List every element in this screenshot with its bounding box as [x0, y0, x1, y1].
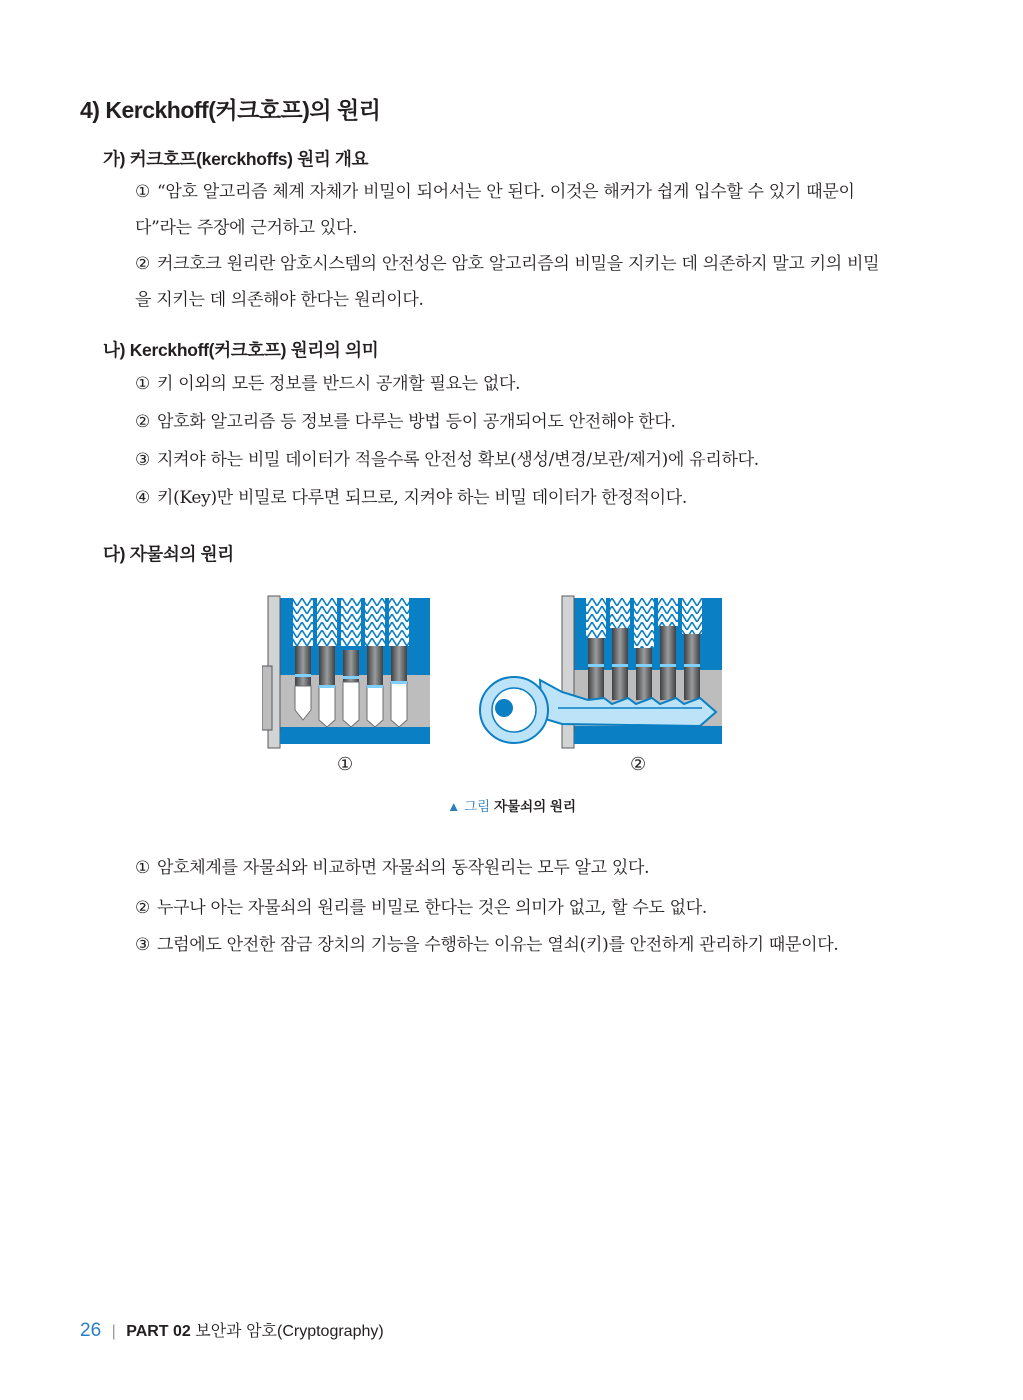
list-item	[135, 246, 895, 318]
list-item	[135, 480, 895, 516]
list-item	[135, 890, 895, 926]
list-item	[135, 366, 895, 402]
figure-caption	[0, 795, 1023, 815]
list-item	[135, 174, 895, 246]
caption-triangle-icon: ▲	[447, 799, 461, 814]
subsection-title-overview: 가) 커크호프(kerckhoffs) 원리 개요	[103, 149, 369, 169]
list-item	[135, 404, 895, 440]
list-item	[135, 442, 895, 478]
item-number: ③	[135, 450, 150, 470]
item-text: 지켜야 하는 비밀 데이터가 적을수록 안전성 확보(생성/변경/보관/제거)에 유리하다.	[157, 450, 759, 470]
item-text: 그럼에도 안전한 잠금 장치의 기능을 수행하는 이유는 열쇠(키)를 안전하게 관리하기 때문이다.	[157, 935, 839, 955]
figure-label-1: ①	[337, 754, 354, 775]
item-number: ①	[135, 182, 150, 202]
item-text: 커크호크 원리란 암호시스템의 안전성은 암호 알고리즘의 비밀을 지키는 데 의존하지 말고 키의 비밀을 지키는 데 의존해야 한다는 원리이다.	[135, 254, 880, 310]
caption-word: 그림	[464, 799, 491, 814]
item-number: ①	[135, 374, 150, 394]
footer-part: PART 02	[126, 1323, 191, 1340]
item-number: ③	[135, 935, 150, 955]
page-number: 26	[80, 1320, 102, 1341]
item-number: ④	[135, 488, 150, 508]
item-number: ①	[135, 858, 150, 878]
list-item	[135, 927, 895, 963]
footer-chapter: 보안과 암호(Cryptography)	[195, 1323, 384, 1340]
item-text: 암호화 알고리즘 등 정보를 다루는 방법 등이 공개되어도 안전해야 한다.	[157, 412, 676, 432]
figure-label-2: ②	[630, 754, 647, 775]
list-item	[135, 850, 895, 886]
subsection-title-lock: 다) 자물쇠의 원리	[103, 544, 234, 564]
item-number: ②	[135, 412, 150, 432]
lock-diagram	[262, 590, 732, 750]
subsection-title-meaning: 나) Kerckhoff(커크호프) 원리의 의미	[103, 340, 379, 360]
item-text: 키(Key)만 비밀로 다루면 되므로, 지켜야 하는 비밀 데이터가 한정적이다.	[157, 488, 688, 508]
item-text: “암호 알고리즘 체계 자체가 비밀이 되어서는 안 된다. 이것은 해커가 쉽게 입수할 수 있기 때문이다”라는 주장에 근거하고 있다.	[135, 182, 855, 238]
item-number: ②	[135, 898, 150, 918]
item-text: 누구나 아는 자물쇠의 원리를 비밀로 한다는 것은 의미가 없고, 할 수도 없다.	[157, 898, 708, 918]
page-footer	[80, 1318, 384, 1342]
item-number: ②	[135, 254, 150, 274]
item-text: 키 이외의 모든 정보를 반드시 공개할 필요는 없다.	[157, 374, 521, 394]
caption-title: 자물쇠의 원리	[494, 799, 576, 814]
lock-closed-graphic	[262, 596, 430, 748]
section-title: 4) Kerckhoff(커크호프)의 원리	[80, 97, 381, 123]
footer-separator: |	[111, 1323, 116, 1340]
item-text: 암호체계를 자물쇠와 비교하면 자물쇠의 동작원리는 모두 알고 있다.	[157, 858, 650, 878]
